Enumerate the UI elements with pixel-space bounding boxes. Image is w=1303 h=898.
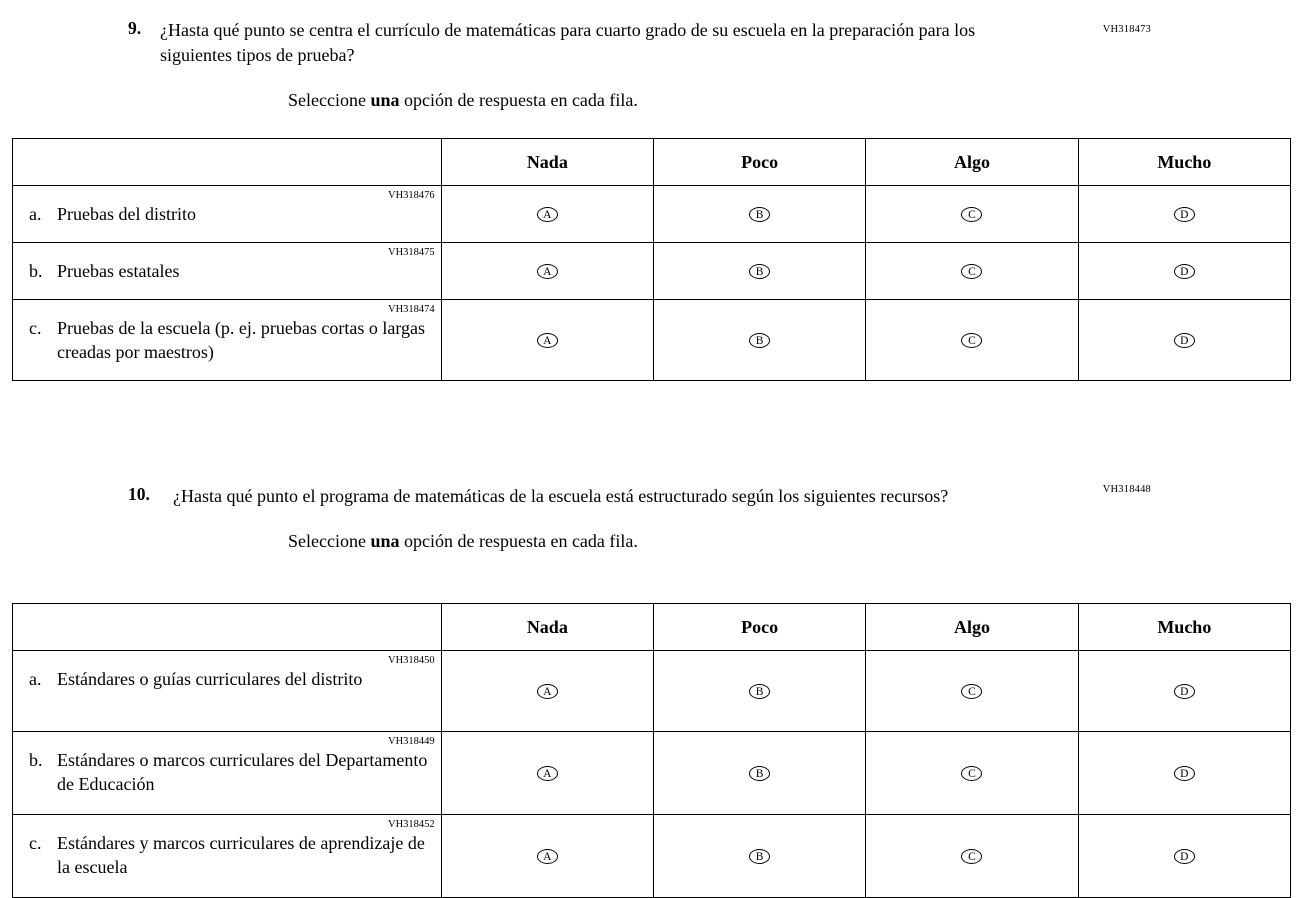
- instruction-suffix: opción de respuesta en cada fila.: [399, 531, 638, 551]
- header-blank: [13, 139, 442, 186]
- question-block-10: [0, 484, 1303, 877]
- radio-bubble-a[interactable]: A: [537, 207, 558, 222]
- option-cell-poco[interactable]: [653, 732, 865, 815]
- option-cell-nada[interactable]: [441, 651, 653, 732]
- option-cell-mucho[interactable]: [1078, 651, 1290, 732]
- option-cell-algo[interactable]: [866, 243, 1078, 300]
- header-poco: Poco: [653, 139, 865, 186]
- table-row: [13, 651, 1291, 732]
- row-label: a.: [29, 669, 42, 689]
- instruction-prefix: Seleccione: [288, 531, 371, 551]
- instruction-bold: una: [370, 90, 400, 110]
- row-code: VH318476: [387, 190, 435, 201]
- option-cell-nada[interactable]: [441, 732, 653, 815]
- option-cell-nada[interactable]: [441, 186, 653, 243]
- table-row: [13, 300, 1291, 381]
- option-cell-mucho[interactable]: [1078, 815, 1290, 898]
- question-heading-9: [0, 18, 1303, 112]
- radio-bubble-a[interactable]: A: [537, 766, 558, 781]
- option-cell-mucho[interactable]: [1078, 186, 1290, 243]
- radio-bubble-b[interactable]: B: [749, 333, 770, 348]
- question-number-9: 9.: [128, 18, 142, 38]
- response-matrix-9: [12, 138, 1291, 381]
- radio-bubble-c[interactable]: C: [961, 333, 982, 348]
- row-text: Pruebas estatales: [57, 261, 180, 281]
- header-mucho: Mucho: [1078, 604, 1290, 651]
- option-cell-nada[interactable]: [441, 243, 653, 300]
- row-text-wrap: [13, 667, 441, 699]
- question-instruction-10: [288, 529, 1243, 553]
- row-text: Pruebas del distrito: [57, 204, 196, 224]
- radio-bubble-b[interactable]: B: [749, 766, 770, 781]
- row-text: Pruebas de la escuela (p. ej. pruebas cortas o largas creadas por maestros): [57, 318, 426, 362]
- radio-bubble-d[interactable]: D: [1174, 207, 1195, 222]
- question-instruction-9: [288, 88, 1243, 112]
- radio-bubble-a[interactable]: A: [537, 264, 558, 279]
- option-cell-algo[interactable]: [866, 815, 1078, 898]
- radio-bubble-d[interactable]: D: [1174, 684, 1195, 699]
- row-label: b.: [29, 750, 43, 770]
- row-label: b.: [29, 261, 43, 281]
- row-text-wrap: [13, 748, 441, 804]
- row-text-wrap: [13, 259, 441, 291]
- option-cell-algo[interactable]: [866, 300, 1078, 381]
- row-label: c.: [29, 318, 42, 338]
- radio-bubble-a[interactable]: A: [537, 849, 558, 864]
- radio-bubble-b[interactable]: B: [749, 207, 770, 222]
- instruction-suffix: opción de respuesta en cada fila.: [399, 90, 638, 110]
- row-code: VH318450: [387, 655, 435, 666]
- option-cell-poco[interactable]: [653, 186, 865, 243]
- radio-bubble-c[interactable]: C: [961, 207, 982, 222]
- row-label: c.: [29, 833, 42, 853]
- radio-bubble-b[interactable]: B: [749, 849, 770, 864]
- option-cell-poco[interactable]: [653, 300, 865, 381]
- header-nada: Nada: [441, 139, 653, 186]
- row-text: Estándares y marcos curriculares de aprendizaje de la escuela: [57, 833, 425, 877]
- table-header-row: [13, 139, 1291, 186]
- row-text-wrap: [13, 202, 441, 234]
- header-blank: [13, 604, 442, 651]
- question-number-10: 10.: [128, 484, 150, 504]
- option-cell-algo[interactable]: [866, 651, 1078, 732]
- table-row: [13, 243, 1291, 300]
- row-code: VH318452: [387, 819, 435, 830]
- option-cell-mucho[interactable]: [1078, 732, 1290, 815]
- question-heading-10: [0, 484, 1303, 553]
- table-row: [13, 815, 1291, 898]
- row-stem: [13, 243, 442, 300]
- row-code: VH318474: [387, 304, 435, 315]
- row-code: VH318475: [387, 247, 435, 258]
- row-text-wrap: [13, 316, 441, 372]
- option-cell-mucho[interactable]: [1078, 300, 1290, 381]
- option-cell-poco[interactable]: [653, 243, 865, 300]
- question-code-9: VH318473: [1102, 24, 1151, 35]
- header-nada: Nada: [441, 604, 653, 651]
- radio-bubble-a[interactable]: A: [537, 333, 558, 348]
- row-code: VH318449: [387, 736, 435, 747]
- table-row: [13, 186, 1291, 243]
- question-block-9: [0, 18, 1303, 362]
- question-text-10: ¿Hasta qué punto el programa de matemáticas de la escuela está estructurado según los siguientes recursos?: [173, 486, 949, 506]
- instruction-bold: una: [370, 531, 400, 551]
- row-stem: [13, 186, 442, 243]
- question-text-9: ¿Hasta qué punto se centra el currículo de matemáticas para cuarto grado de su escuela en la preparación para los siguientes tipos de prueba?: [160, 20, 976, 65]
- option-cell-poco[interactable]: [653, 651, 865, 732]
- row-stem: [13, 651, 442, 732]
- header-algo: Algo: [866, 139, 1078, 186]
- option-cell-poco[interactable]: [653, 815, 865, 898]
- radio-bubble-d[interactable]: D: [1174, 333, 1195, 348]
- radio-bubble-d[interactable]: D: [1174, 264, 1195, 279]
- radio-bubble-b[interactable]: B: [749, 264, 770, 279]
- radio-bubble-a[interactable]: A: [537, 684, 558, 699]
- option-cell-algo[interactable]: [866, 732, 1078, 815]
- response-matrix-10: [12, 603, 1291, 898]
- row-text: Estándares o marcos curriculares del Departamento de Educación: [57, 750, 428, 794]
- instruction-prefix: Seleccione: [288, 90, 371, 110]
- question-code-10: VH318448: [1102, 484, 1151, 495]
- table-header-row: [13, 604, 1291, 651]
- radio-bubble-c[interactable]: C: [961, 684, 982, 699]
- radio-bubble-c[interactable]: C: [961, 766, 982, 781]
- radio-bubble-b[interactable]: B: [749, 684, 770, 699]
- row-stem: [13, 300, 442, 381]
- option-cell-nada[interactable]: [441, 815, 653, 898]
- table-row: [13, 732, 1291, 815]
- option-cell-nada[interactable]: [441, 300, 653, 381]
- radio-bubble-d[interactable]: D: [1174, 766, 1195, 781]
- header-algo: Algo: [866, 604, 1078, 651]
- radio-bubble-d[interactable]: D: [1174, 849, 1195, 864]
- row-text-wrap: [13, 831, 441, 887]
- radio-bubble-c[interactable]: C: [961, 264, 982, 279]
- option-cell-algo[interactable]: [866, 186, 1078, 243]
- row-text: Estándares o guías curriculares del distrito: [57, 669, 363, 689]
- header-poco: Poco: [653, 604, 865, 651]
- header-mucho: Mucho: [1078, 139, 1290, 186]
- radio-bubble-c[interactable]: C: [961, 849, 982, 864]
- option-cell-mucho[interactable]: [1078, 243, 1290, 300]
- row-stem: [13, 732, 442, 815]
- row-label: a.: [29, 204, 42, 224]
- row-stem: [13, 815, 442, 898]
